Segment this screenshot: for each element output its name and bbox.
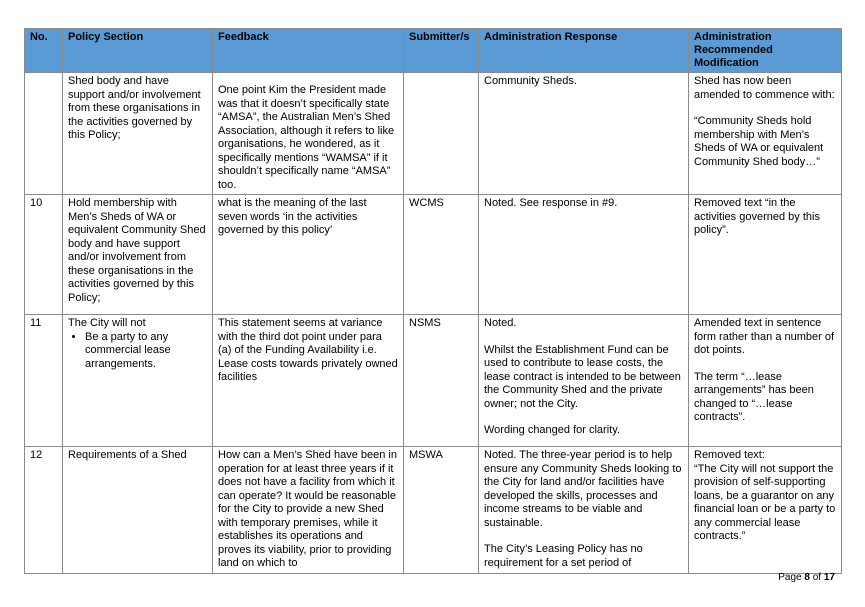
response-text: Whilst the Establishment Fund can be used to contribute to lease costs, the lease contract is intended to be between the Community Shed and the private owner; not the City. xyxy=(484,343,681,410)
modification-cell xyxy=(689,447,842,574)
header-recommended-modification: Administration Recommended Modification xyxy=(689,29,842,73)
modification-text: Removed text: xyxy=(694,449,765,461)
response-text: Noted. The three-year period is to help ensure any Community Sheds looking to the City for land and/or facilities have developed the skills, processes and income streams to be viable and sustainable. xyxy=(484,449,682,529)
feedback-table xyxy=(24,28,842,574)
row-number: 12 xyxy=(25,447,63,574)
policy-section-list xyxy=(68,331,207,372)
policy-section-cell: Requirements of a Shed xyxy=(63,447,213,574)
submitter-cell: WCMS xyxy=(404,195,479,315)
modification-cell xyxy=(689,315,842,447)
modification-quote: “The City will not support the provision of self-supporting loans, be a guarantor on any financial loan or be a party to any commercial lease contracts.” xyxy=(694,462,836,542)
modification-text: Shed has now been amended to commence with: xyxy=(694,75,835,101)
submitter-cell: NSMS xyxy=(404,315,479,447)
table-row xyxy=(25,195,842,315)
feedback-cell: One point Kim the President made was that it doesn’t specifically state “AMSA”, the Australian Men’s Shed Association, although it refers to like organisations, he wondered, as it specifically mentions “WAMSA” if it shouldn’t specifically name “AMSA” too. xyxy=(213,73,404,195)
policy-section-cell xyxy=(63,315,213,447)
row-number: 11 xyxy=(25,315,63,447)
response-text: Wording changed for clarity. xyxy=(484,424,620,436)
page-footer xyxy=(778,572,835,583)
table-row xyxy=(25,73,842,195)
submitter-cell xyxy=(404,73,479,195)
response-cell: Community Sheds. xyxy=(479,73,689,195)
total-pages: 17 xyxy=(823,572,835,583)
modification-text: The term “…lease arrangements” has been changed to “…lease contracts”. xyxy=(694,370,814,423)
modification-cell xyxy=(689,73,842,195)
response-cell: Noted. See response in #9. xyxy=(479,195,689,315)
page-number: 8 xyxy=(804,572,810,583)
modification-cell: Removed text “in the activities governed by this policy”. xyxy=(689,195,842,315)
modification-quote: “Community Sheds hold membership with Men’s Sheds of WA or equivalent Community Shed body…” xyxy=(694,115,824,168)
feedback-cell: This statement seems at variance with the third dot point under para (a) of the Funding Availability i.e. Lease costs towards privately owned facilities xyxy=(213,315,404,447)
of-label: of xyxy=(812,572,822,583)
response-text: The City’s Leasing Policy has no requirement for a set period of xyxy=(484,543,643,569)
response-cell xyxy=(479,447,689,574)
table-header-row xyxy=(25,29,842,73)
modification-text: Amended text in sentence form rather than a number of dot points. xyxy=(694,317,835,356)
response-text: Noted. xyxy=(484,317,517,329)
header-no: No. xyxy=(25,29,63,73)
row-number xyxy=(25,73,63,195)
policy-section-cell: Shed body and have support and/or involvement from these organisations in the activities governed by this Policy; xyxy=(63,73,213,195)
header-feedback: Feedback xyxy=(213,29,404,73)
table-row xyxy=(25,315,842,447)
header-admin-response: Administration Response xyxy=(479,29,689,73)
policy-section-intro: The City will not xyxy=(68,317,146,329)
header-submitter: Submitter/s xyxy=(404,29,479,73)
response-cell xyxy=(479,315,689,447)
policy-section-cell: Hold membership with Men’s Sheds of WA or equivalent Community Shed body and have support and/or involvement from these organisations in the activities governed by this Policy; xyxy=(63,195,213,315)
table-row xyxy=(25,447,842,574)
submitter-cell: MSWA xyxy=(404,447,479,574)
page-label: Page xyxy=(778,572,802,583)
feedback-cell: what is the meaning of the last seven words ‘in the activities governed by this policy’ xyxy=(213,195,404,315)
header-policy-section: Policy Section xyxy=(63,29,213,73)
feedback-cell: How can a Men’s Shed have been in operation for at least three years if it does not have a facility from which it can operate? It would be reasonable for the City to provide a new Shed with temporary premises, while it establishes its operations and proves its viability, prior to providing land on which to xyxy=(213,447,404,574)
row-number: 10 xyxy=(25,195,63,315)
list-item: • Be a party to any commercial lease arrangements. xyxy=(85,331,207,372)
